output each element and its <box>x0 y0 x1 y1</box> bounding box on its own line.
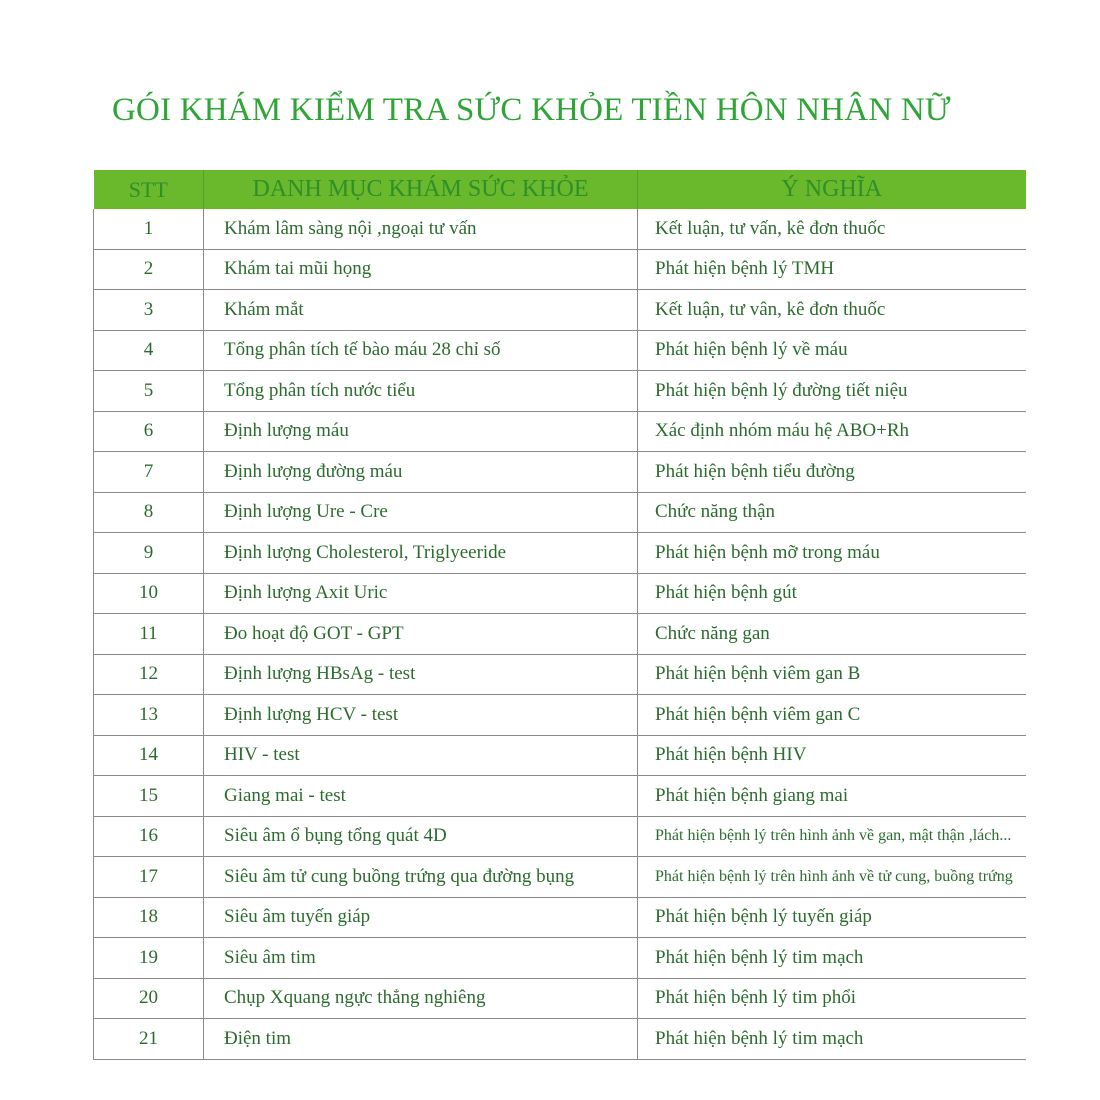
row-stt: 20 <box>94 978 204 1019</box>
row-item: Siêu âm tử cung buồng trứng qua đường bụng <box>204 857 638 898</box>
table-row <box>94 978 1026 1019</box>
table-header-row <box>94 170 1026 209</box>
row-meaning: Kết luận, tư vân, kê đơn thuốc <box>638 290 1026 331</box>
row-meaning: Phát hiện bệnh lý tim mạch <box>638 938 1026 979</box>
row-item: Định lượng HBsAg - test <box>204 654 638 695</box>
row-item: Siêu âm tim <box>204 938 638 979</box>
row-meaning: Phát hiện bệnh lý tuyến giáp <box>638 897 1026 938</box>
row-meaning: Phát hiện bệnh lý trên hình ảnh về tử cung, buồng trứng <box>638 857 1026 898</box>
row-meaning: Phát hiện bệnh HIV <box>638 735 1026 776</box>
row-stt: 13 <box>94 695 204 736</box>
table-row <box>94 938 1026 979</box>
row-stt: 1 <box>94 209 204 249</box>
table-row <box>94 573 1026 614</box>
row-meaning: Xác định nhóm máu hệ ABO+Rh <box>638 411 1026 452</box>
row-item: Định lượng Axit Uric <box>204 573 638 614</box>
row-meaning: Phát hiện bệnh lý trên hình ảnh về gan, mật thận ,lách... <box>638 816 1026 857</box>
row-item: Giang mai - test <box>204 776 638 817</box>
row-item: Khám tai mũi họng <box>204 249 638 290</box>
row-stt: 16 <box>94 816 204 857</box>
row-stt: 10 <box>94 573 204 614</box>
table-row <box>94 452 1026 493</box>
row-stt: 8 <box>94 492 204 533</box>
row-stt: 5 <box>94 371 204 412</box>
row-meaning: Chức năng thận <box>638 492 1026 533</box>
row-stt: 17 <box>94 857 204 898</box>
table-body <box>94 209 1026 1059</box>
health-package-table <box>93 170 1026 1060</box>
row-stt: 21 <box>94 1019 204 1060</box>
table-row <box>94 654 1026 695</box>
row-meaning: Phát hiện bệnh viêm gan C <box>638 695 1026 736</box>
table-row <box>94 614 1026 655</box>
table-row <box>94 209 1026 249</box>
row-meaning: Kết luận, tư vấn, kê đơn thuốc <box>638 209 1026 249</box>
table-row <box>94 695 1026 736</box>
header-stt: STT <box>94 170 204 209</box>
row-meaning: Phát hiện bệnh mỡ trong máu <box>638 533 1026 574</box>
row-item: Định lượng HCV - test <box>204 695 638 736</box>
row-item: Điện tim <box>204 1019 638 1060</box>
row-item: Siêu âm ổ bụng tổng quát 4D <box>204 816 638 857</box>
header-item: DANH MỤC KHÁM SỨC KHỎE <box>204 170 638 209</box>
header-meaning: Ý NGHĨA <box>638 170 1026 209</box>
row-item: Siêu âm tuyến giáp <box>204 897 638 938</box>
row-meaning: Phát hiện bệnh viêm gan B <box>638 654 1026 695</box>
row-stt: 9 <box>94 533 204 574</box>
page-title: GÓI KHÁM KIỂM TRA SỨC KHỎE TIỀN HÔN NHÂN NỮ <box>112 92 951 128</box>
table-row <box>94 897 1026 938</box>
table-row <box>94 776 1026 817</box>
table-row <box>94 290 1026 331</box>
row-meaning: Phát hiện bệnh giang mai <box>638 776 1026 817</box>
row-stt: 7 <box>94 452 204 493</box>
row-item: Khám lâm sàng nội ,ngoại tư vấn <box>204 209 638 249</box>
table-row <box>94 1019 1026 1060</box>
row-stt: 12 <box>94 654 204 695</box>
table-row <box>94 249 1026 290</box>
row-meaning: Phát hiện bệnh lý đường tiết niệu <box>638 371 1026 412</box>
row-stt: 19 <box>94 938 204 979</box>
table-row <box>94 371 1026 412</box>
row-stt: 4 <box>94 330 204 371</box>
row-item: Khám mắt <box>204 290 638 331</box>
row-item: Tổng phân tích tế bào máu 28 chỉ số <box>204 330 638 371</box>
row-meaning: Phát hiện bệnh tiểu đường <box>638 452 1026 493</box>
row-stt: 18 <box>94 897 204 938</box>
row-item: HIV - test <box>204 735 638 776</box>
table-row <box>94 857 1026 898</box>
row-stt: 3 <box>94 290 204 331</box>
row-stt: 14 <box>94 735 204 776</box>
row-item: Định lượng máu <box>204 411 638 452</box>
row-meaning: Phát hiện bệnh lý tim phổi <box>638 978 1026 1019</box>
row-meaning: Chức năng gan <box>638 614 1026 655</box>
row-meaning: Phát hiện bệnh lý tim mạch <box>638 1019 1026 1060</box>
row-meaning: Phát hiện bệnh gút <box>638 573 1026 614</box>
table-row <box>94 492 1026 533</box>
row-item: Tổng phân tích nước tiểu <box>204 371 638 412</box>
table-row <box>94 330 1026 371</box>
table-row <box>94 533 1026 574</box>
row-item: Chụp Xquang ngực thẳng nghiêng <box>204 978 638 1019</box>
row-meaning: Phát hiện bệnh lý về máu <box>638 330 1026 371</box>
row-item: Định lượng Cholesterol, Triglyeeride <box>204 533 638 574</box>
row-stt: 6 <box>94 411 204 452</box>
row-item: Đo hoạt độ GOT - GPT <box>204 614 638 655</box>
row-stt: 2 <box>94 249 204 290</box>
table-row <box>94 411 1026 452</box>
row-stt: 15 <box>94 776 204 817</box>
row-stt: 11 <box>94 614 204 655</box>
row-item: Định lượng đường máu <box>204 452 638 493</box>
row-meaning: Phát hiện bệnh lý TMH <box>638 249 1026 290</box>
table-row <box>94 816 1026 857</box>
table-row <box>94 735 1026 776</box>
row-item: Định lượng Ure - Cre <box>204 492 638 533</box>
